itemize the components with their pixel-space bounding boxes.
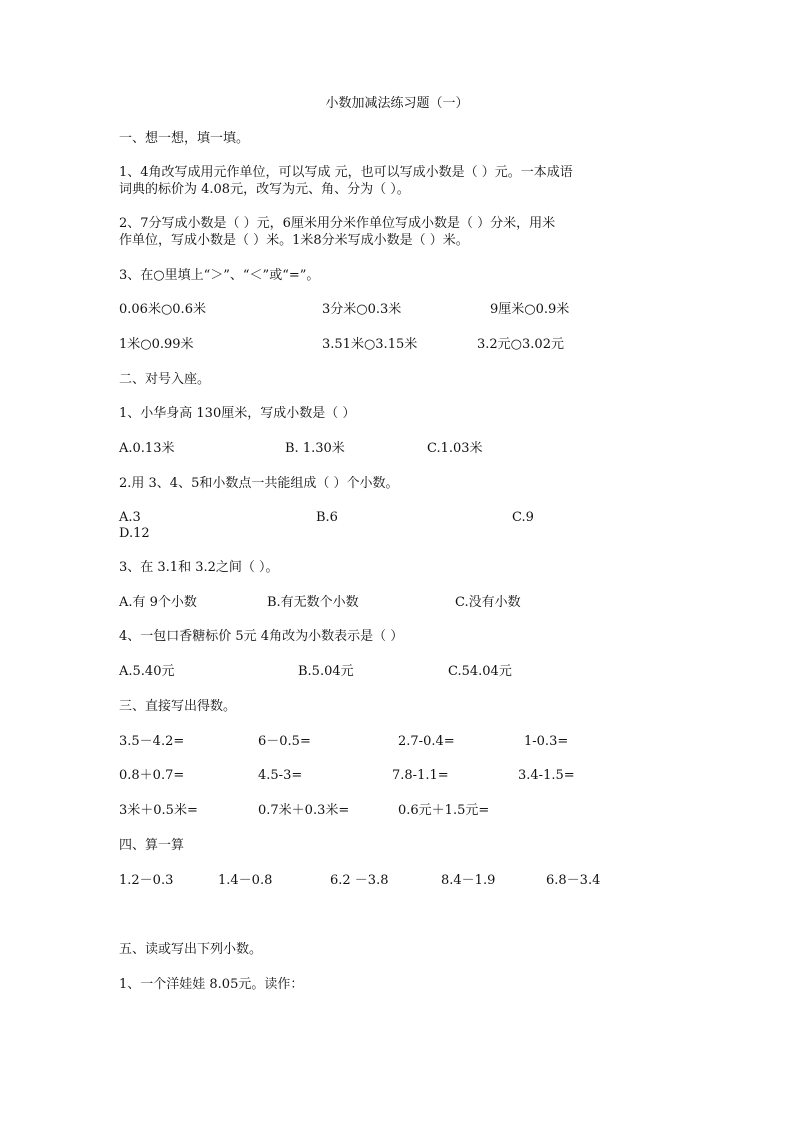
s2-q2: 2.用 3、4、5和小数点一共能组成（ ）个小数。	[119, 476, 399, 491]
calc-item: 6.2 －3.8	[330, 873, 389, 888]
compare-item: 0.06米○0.6米	[119, 302, 206, 317]
section-3-heading: 三、直接写出得数。	[119, 699, 237, 714]
calc-item: 8.4－1.9	[441, 873, 496, 888]
option-item: A.5.40元	[119, 664, 175, 679]
option-item: C.没有小数	[455, 595, 521, 610]
calc-item: 3米＋0.5米=	[119, 803, 198, 818]
option-item: B. 1.30米	[285, 441, 345, 456]
option-item: B.6	[316, 510, 338, 525]
option-item: C.54.04元	[448, 664, 512, 679]
section-1-heading: 一、想一想，填一填。	[119, 131, 250, 146]
s2-q1: 1、小华身高 130厘米，写成小数是（ ）	[119, 406, 356, 421]
s1-q1-line2: 词典的标价为 4.08元，改写为元、角、分为（ ）。	[119, 182, 410, 197]
option-item: C.1.03米	[427, 441, 483, 456]
s2-q4: 4、一包口香糖标价 5元 4角改为小数表示是（ ）	[119, 629, 404, 644]
calc-item: 4.5-3=	[258, 768, 303, 783]
calc-item: 3.4-1.5=	[518, 768, 575, 783]
calc-item: 2.7-0.4=	[398, 734, 455, 749]
s1-q1-line1: 1、4角改写成用元作单位，可以写成 元，也可以写成小数是（ ）元。一本成语	[119, 165, 573, 180]
s1-q2-line2: 作单位，写成小数是（ ）米。1米8分米写成小数是（ ）米。	[119, 233, 469, 248]
compare-item: 3分米○0.3米	[322, 302, 402, 317]
option-item: D.12	[119, 526, 150, 541]
calc-item: 0.7米＋0.3米=	[258, 803, 350, 818]
s1-q2-line1: 2、7分写成小数是（ ）元，6厘米用分米作单位写成小数是（ ）分米，用米	[119, 216, 556, 231]
calc-item: 1-0.3=	[524, 734, 569, 749]
calc-item: 7.8-1.1=	[392, 768, 449, 783]
section-2-heading: 二、对号入座。	[119, 372, 211, 387]
option-item: C.9	[512, 510, 534, 525]
compare-item: 9厘米○0.9米	[490, 302, 570, 317]
option-item: A.有 9个小数	[119, 595, 197, 610]
option-item: B.5.04元	[298, 664, 354, 679]
calc-item: 6.8－3.4	[546, 873, 601, 888]
calc-item: 0.8＋0.7=	[119, 768, 185, 783]
s1-q3: 3、在○里填上“＞”、“＜”或“=”。	[119, 268, 320, 283]
section-4-heading: 四、算一算	[119, 838, 185, 853]
s2-q3: 3、在 3.1和 3.2之间（ ）。	[119, 560, 279, 575]
calc-item: 1.2－0.3	[119, 873, 174, 888]
section-5-heading: 五、读或写出下列小数。	[119, 942, 263, 957]
compare-item: 3.2元○3.02元	[477, 337, 564, 352]
calc-item: 3.5－4.2=	[119, 734, 185, 749]
s5-q1: 1、一个洋娃娃 8.05元。读作：	[119, 977, 304, 992]
calc-item: 1.4－0.8	[218, 873, 273, 888]
calc-item: 6－0.5=	[258, 734, 311, 749]
option-item: B.有无数个小数	[267, 595, 359, 610]
page-title: 小数加减法练习题（一）	[325, 96, 469, 111]
calc-item: 0.6元＋1.5元=	[398, 803, 490, 818]
compare-item: 1米○0.99米	[119, 337, 194, 352]
option-item: A.3	[119, 510, 141, 525]
option-item: A.0.13米	[119, 441, 175, 456]
compare-item: 3.51米○3.15米	[322, 337, 418, 352]
